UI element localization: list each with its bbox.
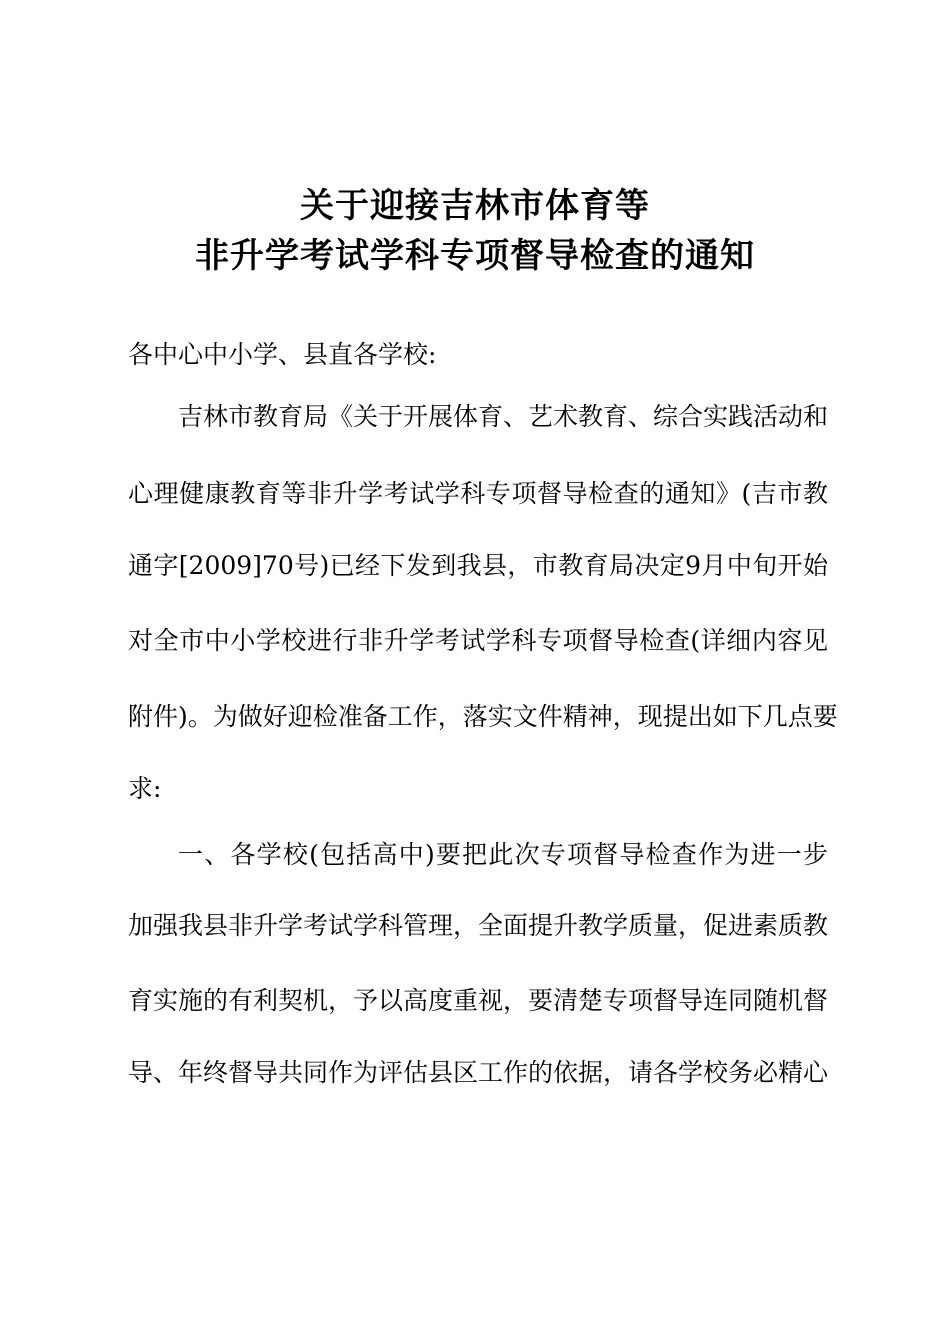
paragraph-1-line-6: 求: bbox=[128, 774, 162, 803]
document-title-line-2: 非升学考试学科专项督导检查的通知 bbox=[195, 236, 755, 276]
salutation: 各中心中小学、县直各学校: bbox=[128, 340, 437, 369]
paragraph-2-line-2: 加强我县非升学考试学科管理，全面提升教学质量，促进素质教 bbox=[128, 911, 829, 940]
paragraph-2-line-1: 一、各学校(包括高中)要把此次专项督导检查作为进一步 bbox=[178, 840, 828, 869]
document-title-line-1: 关于迎接吉林市体育等 bbox=[300, 186, 650, 226]
paragraph-2-line-4: 导、年终督导共同作为评估县区工作的依据，请各学校务必精心 bbox=[128, 1058, 829, 1087]
paragraph-2-line-3: 育实施的有利契机，予以高度重视，要清楚专项督导连同随机督 bbox=[128, 986, 829, 1015]
paragraph-1-line-2: 心理健康教育等非升学考试学科专项督导检查的通知》(吉市教 bbox=[128, 479, 828, 508]
paragraph-1-line-1: 吉林市教育局《关于开展体育、艺术教育、综合实践活动和 bbox=[178, 402, 829, 431]
paragraph-1-line-5: 附件)。为做好迎检准备工作，落实文件精神，现提出如下几点要 bbox=[128, 702, 838, 731]
paragraph-1-line-4: 对全市中小学校进行非升学考试学科专项督导检查(详细内容见 bbox=[128, 626, 828, 655]
paragraph-1-line-3: 通字[2009]70号)已经下发到我县，市教育局决定9月中旬开始 bbox=[128, 551, 828, 580]
